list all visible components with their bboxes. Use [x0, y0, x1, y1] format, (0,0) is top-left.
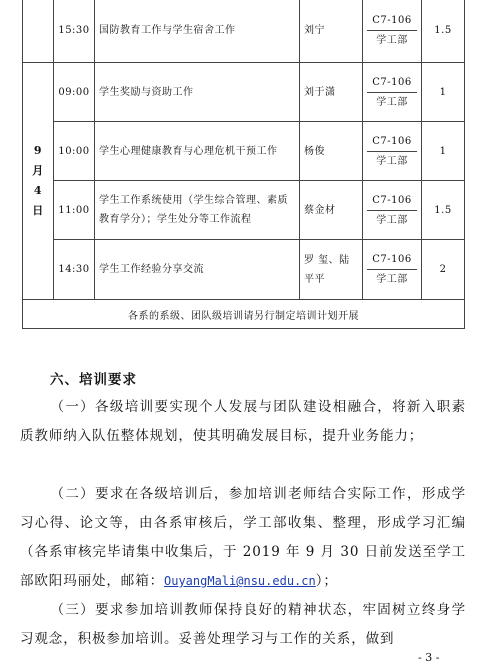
page-number: - 3 - [418, 651, 440, 664]
topic-cell: 学生心理健康教育与心理危机干预工作 [95, 122, 300, 181]
place-cell [363, 122, 422, 181]
table-note-row [23, 300, 465, 329]
paragraph-2 [20, 480, 466, 596]
paragraph-2-text: （二）要求在各级培训后，参加培训老师结合实际工作，形成学习心得、论文等，由各系审核后，学工部收集、整理，形成学习汇编（各系审核完毕请集中收集后，于 2019 年 9 月 30 日前发送至学工部欧阳玛丽处，邮箱： [20, 486, 466, 589]
place-room: C7-106 [372, 76, 412, 88]
place-dept: 学工部 [367, 151, 417, 171]
topic-cell: 学生奖励与资助工作 [95, 63, 300, 122]
place-cell [363, 181, 422, 240]
place-dept: 学工部 [367, 269, 417, 289]
table-row [23, 0, 465, 63]
hours-cell: 1 [422, 122, 465, 181]
table-row [23, 181, 465, 240]
table-row [23, 240, 465, 300]
place-room: C7-106 [372, 15, 412, 26]
training-schedule-table [22, 0, 465, 329]
place-dept: 学工部 [367, 92, 417, 112]
date-cell-empty [23, 0, 54, 63]
paragraph-2-end: ）； [315, 573, 338, 589]
place-cell [363, 63, 422, 122]
place-dept: 学工部 [367, 210, 417, 230]
time-cell: 09:00 [54, 63, 95, 122]
topic-cell: 学生工作系统使用（学生综合管理、素质教育学分）；学生处分等工作流程 [95, 181, 300, 240]
hours-cell: 1.5 [422, 0, 465, 63]
hours-cell: 1 [422, 63, 465, 122]
person-cell: 杨俊 [300, 122, 363, 181]
person-cell: 蔡金材 [300, 181, 363, 240]
time-cell: 14:30 [54, 240, 95, 300]
place-room: C7-106 [372, 135, 412, 147]
topic-cell: 学生工作经验分享交流 [95, 240, 300, 300]
place-dept: 学工部 [367, 30, 417, 50]
date-char: 日 [32, 204, 44, 217]
time-cell: 15:30 [54, 0, 95, 63]
person-cell: 刘宁 [300, 0, 363, 63]
place-cell [363, 240, 422, 300]
paragraph-1-text: （一）各级培训要实现个人发展与团队建设相融合，将新入职素质教师纳入队伍整体规划，使其明确发展目标，提升业务能力； [20, 399, 466, 444]
hours-cell: 2 [422, 240, 465, 300]
paragraph-3 [20, 596, 466, 654]
hours-cell: 1.5 [422, 181, 465, 240]
time-cell: 11:00 [54, 181, 95, 240]
place-room: C7-106 [372, 254, 412, 265]
place-room: C7-106 [372, 194, 412, 206]
time-cell: 10:00 [54, 122, 95, 181]
table-note: 各系的系级、团队级培训请另行制定培训计划开展 [23, 300, 465, 329]
section-heading: 六、培训要求 [50, 372, 137, 388]
date-char: 4 [33, 184, 43, 197]
table-row [23, 63, 465, 122]
paragraph-1 [20, 393, 466, 451]
email-link[interactable]: OuyangMali@nsu.edu.cn [164, 574, 316, 588]
date-cell [23, 63, 54, 300]
place-cell [363, 0, 422, 63]
paragraph-3-text: （三）要求参加培训教师保持良好的精神状态，牢固树立终身学习观念，积极参加培训。妥善处理学习与工作的关系，做到 [20, 602, 466, 647]
person-cell: 刘于潇 [300, 63, 363, 122]
person-cell: 罗 玺、陆平平 [300, 240, 363, 300]
date-char: 9 [33, 144, 43, 157]
topic-cell: 国防教育工作与学生宿舍工作 [95, 0, 300, 63]
table-row [23, 122, 465, 181]
date-char: 月 [32, 164, 44, 177]
